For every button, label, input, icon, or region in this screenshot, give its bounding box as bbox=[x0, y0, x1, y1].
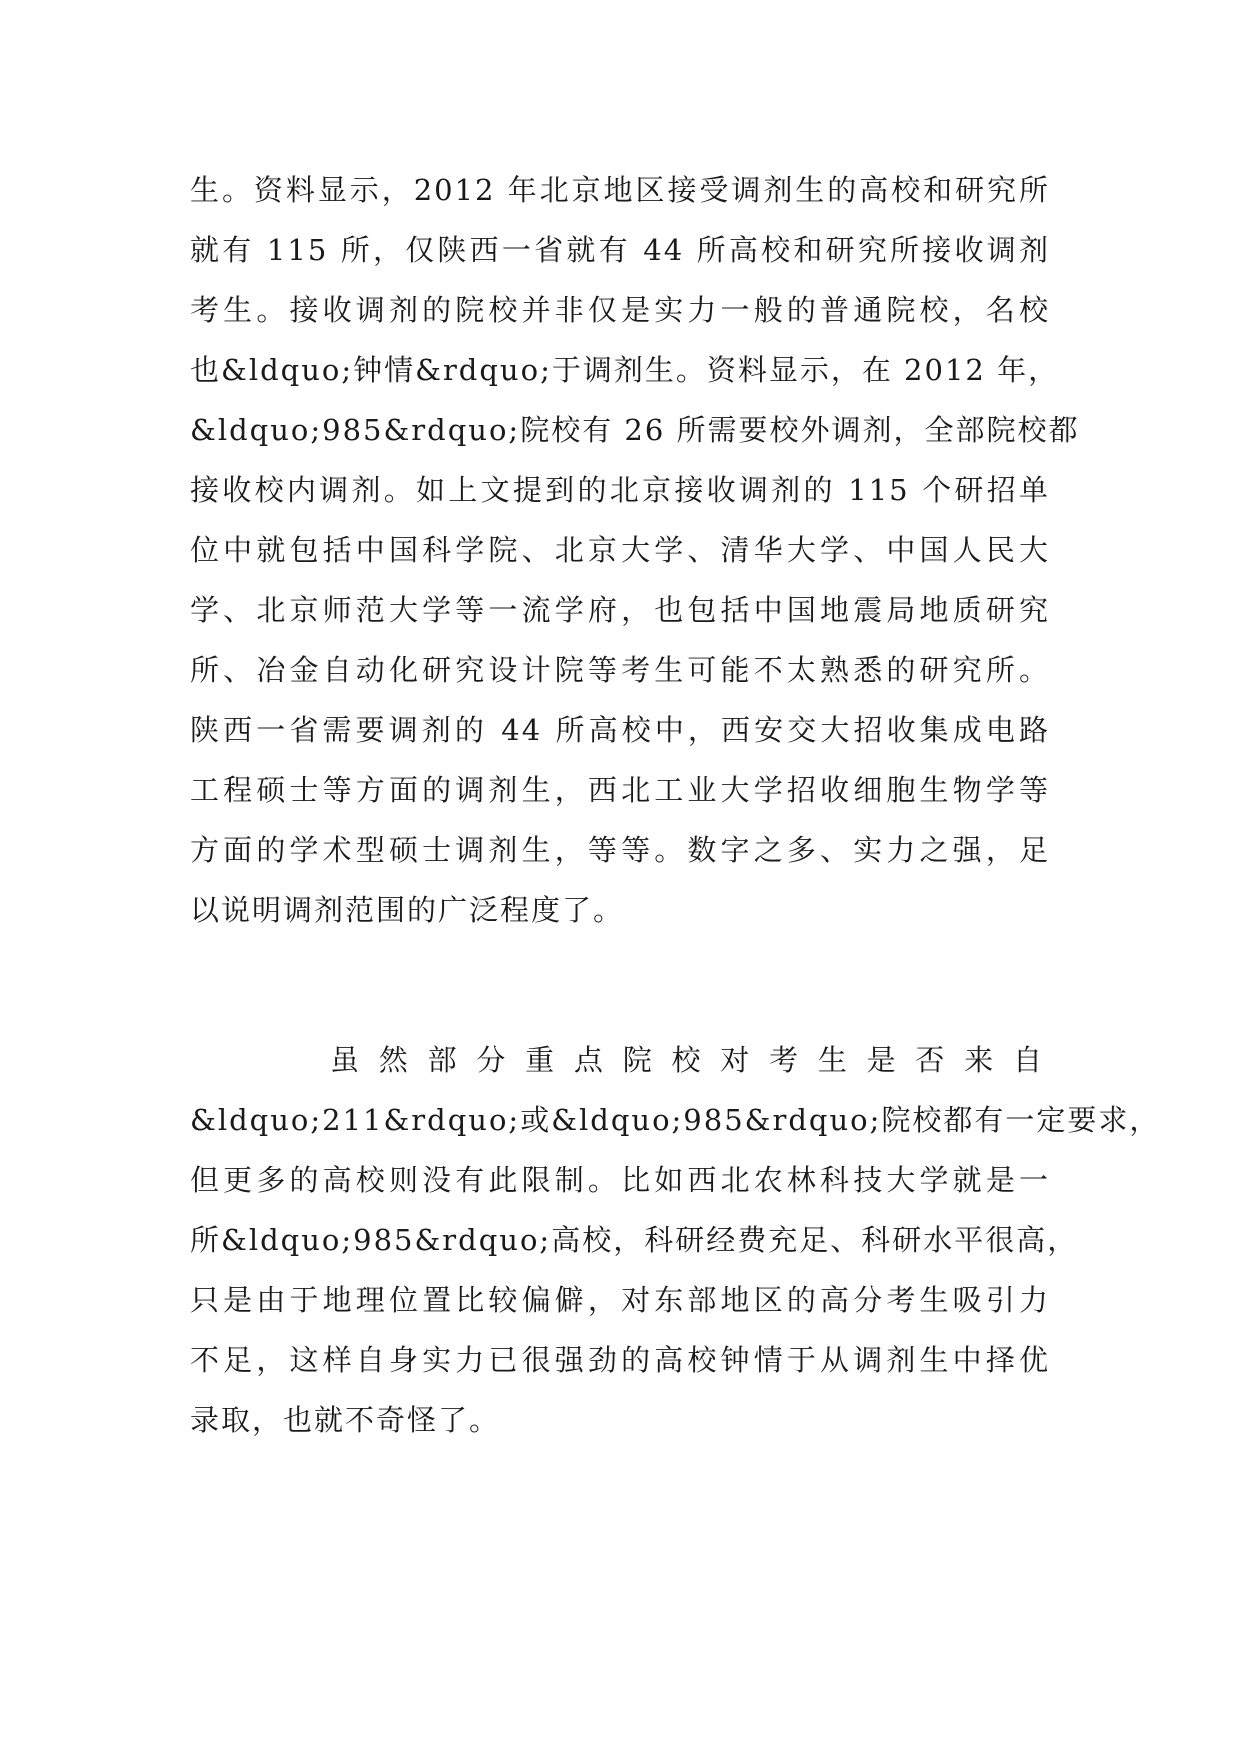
text-line: 所、冶金自动化研究设计院等考生可能不太熟悉的研究所。 bbox=[190, 653, 1050, 687]
text-line: 方面的学术型硕士调剂生，等等。数字之多、实力之强，足 bbox=[190, 833, 1050, 867]
text-line: &ldquo;211&rdquo;或&ldquo;985&rdquo;院校都有一定要求， bbox=[190, 1103, 1161, 1137]
text-line: 但更多的高校则没有此限制。比如西北农林科技大学就是一 bbox=[190, 1163, 1050, 1197]
text-line: 学、北京师范大学等一流学府，也包括中国地震局地质研究 bbox=[190, 593, 1050, 627]
text-line: 虽然部分重点院校对考生是否来自 bbox=[330, 1043, 1050, 1077]
text-line: 接收校内调剂。如上文提到的北京接收调剂的 115 个研招单 bbox=[190, 473, 1050, 507]
text-line: 就有 115 所，仅陕西一省就有 44 所高校和研究所接收调剂 bbox=[190, 233, 1050, 267]
text-line: 考生。接收调剂的院校并非仅是实力一般的普通院校，名校 bbox=[190, 293, 1050, 327]
text-line: 所&ldquo;985&rdquo;高校，科研经费充足、科研水平很高， bbox=[190, 1223, 1079, 1257]
text-line: 工程硕士等方面的调剂生，西北工业大学招收细胞生物学等 bbox=[190, 773, 1050, 807]
text-line: 生。资料显示，2012 年北京地区接受调剂生的高校和研究所 bbox=[190, 173, 1050, 207]
text-line: 以说明调剂范围的广泛程度了。 bbox=[190, 893, 625, 927]
text-line: 录取，也就不奇怪了。 bbox=[190, 1403, 501, 1437]
text-line: 也&ldquo;钟情&rdquo;于调剂生。资料显示，在 2012 年， bbox=[190, 353, 1060, 387]
text-line: 只是由于地理位置比较偏僻，对东部地区的高分考生吸引力 bbox=[190, 1283, 1050, 1317]
paragraph-2 bbox=[190, 1030, 1161, 1450]
paragraph-1 bbox=[190, 160, 1080, 940]
text-line: 不足，这样自身实力已很强劲的高校钟情于从调剂生中择优 bbox=[190, 1343, 1050, 1377]
text-line: 陕西一省需要调剂的 44 所高校中，西安交大招收集成电路 bbox=[190, 713, 1050, 747]
text-line: &ldquo;985&rdquo;院校有 26 所需要校外调剂，全部院校都 bbox=[190, 413, 1080, 447]
text-line: 位中就包括中国科学院、北京大学、清华大学、中国人民大 bbox=[190, 533, 1050, 567]
